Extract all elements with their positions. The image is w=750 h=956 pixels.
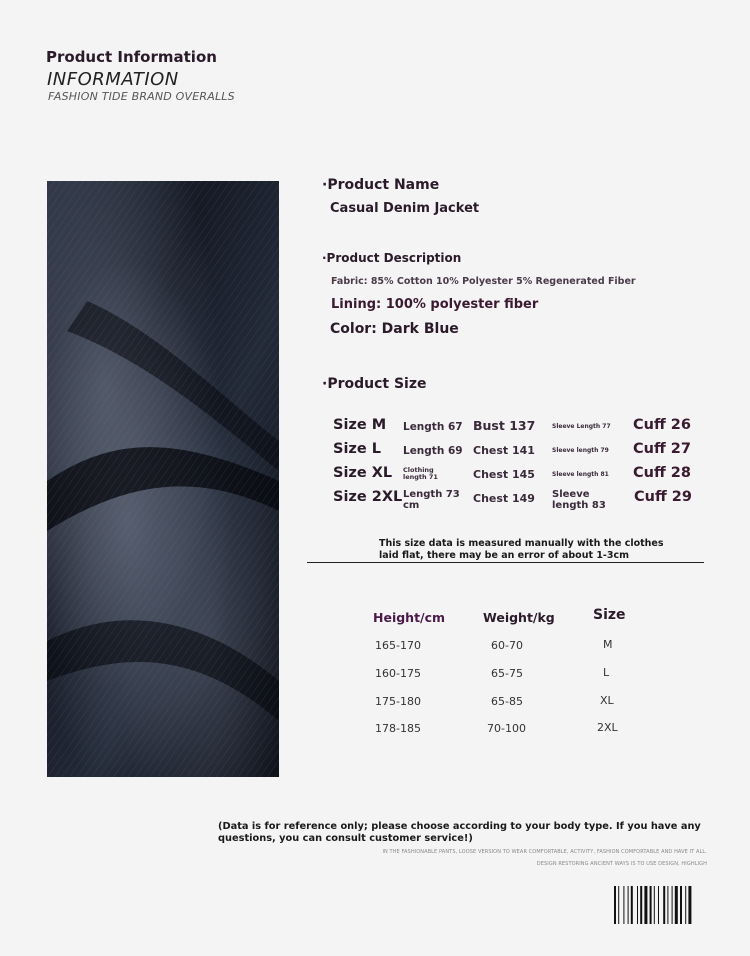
page-tagline: FASHION TIDE BRAND OVERALLS: [48, 90, 235, 103]
size-label: Size L: [333, 441, 381, 457]
cuff-value: Cuff 27: [633, 441, 691, 457]
size-row: [333, 465, 703, 489]
disclaimer-text: (Data is for reference only; please choose according to your body type. If you have any questions, you can consult customer service!): [218, 821, 701, 844]
length-value: Length 69: [403, 445, 463, 457]
color-text: Color: Dark Blue: [330, 321, 459, 337]
size-label: Size 2XL: [333, 489, 403, 505]
height-cell: 165-170: [375, 639, 421, 652]
size-note: This size data is measured manually with the clothes laid flat, there may be an error of about 1-3cm: [379, 538, 664, 561]
barcode-icon: [614, 886, 712, 924]
divider: [307, 562, 704, 563]
height-cell: 178-185: [375, 722, 421, 735]
size-cell: XL: [600, 694, 614, 707]
product-name-value: Casual Denim Jacket: [330, 201, 480, 216]
product-size-heading: ·Product Size: [322, 376, 427, 392]
size-row: [333, 489, 703, 513]
chest-value: Chest 141: [473, 444, 535, 457]
product-name-heading: ·Product Name: [322, 177, 440, 193]
size-row: [333, 417, 703, 441]
size-cell: 2XL: [597, 721, 618, 734]
weight-cell: 65-85: [491, 695, 523, 708]
length-value: Clothing length 71: [403, 466, 438, 481]
sleeve-value: Sleeve length 79: [552, 447, 609, 454]
footer-line: IN THE FASHIONABLE PANTS, LOOSE VERSION TO WEAR COMFORTABLE, ACTIVITY, FASHION COMFORTABLE AND HAVE IT ALL.: [382, 849, 707, 855]
length-value: Length 73 cm: [403, 489, 460, 511]
weight-cell: 60-70: [491, 639, 523, 652]
product-description-heading: ·Product Description: [322, 251, 462, 265]
cuff-value: Cuff 29: [634, 489, 692, 505]
height-header: Height/cm: [373, 610, 446, 625]
cuff-value: Cuff 26: [633, 417, 691, 433]
page-title: Product Information: [46, 48, 217, 66]
weight-header: Weight/kg: [483, 610, 555, 625]
chest-value: Chest 145: [473, 468, 535, 481]
size-cell: L: [603, 666, 610, 679]
fabric-text: Fabric: 85% Cotton 10% Polyester 5% Regenerated Fiber: [331, 276, 636, 287]
footer-line: DESIGN RESTORING ANCIENT WAYS IS TO USE DESIGN, HIGHLIGH: [536, 861, 707, 867]
size-label: Size XL: [333, 465, 393, 481]
sleeve-value: Sleeve length 81: [552, 471, 609, 478]
chest-value: Bust 137: [473, 418, 536, 433]
size-label: Size M: [333, 417, 387, 433]
page-subtitle: INFORMATION: [47, 69, 179, 90]
size-header: Size: [593, 607, 626, 623]
lining-text: Lining: 100% polyester fiber: [331, 297, 539, 312]
sleeve-value: Sleeve length 83: [552, 489, 606, 511]
size-row: [333, 441, 703, 465]
cuff-value: Cuff 28: [633, 465, 691, 481]
sleeve-value: Sleeve Length 77: [552, 423, 611, 430]
denim-fabric-photo: [47, 181, 279, 777]
size-cell: M: [603, 638, 613, 651]
weight-cell: 65-75: [491, 667, 523, 680]
chest-value: Chest 149: [473, 492, 535, 505]
height-cell: 160-175: [375, 667, 421, 680]
length-value: Length 67: [403, 421, 463, 433]
height-cell: 175-180: [375, 695, 421, 708]
weight-cell: 70-100: [487, 722, 526, 735]
